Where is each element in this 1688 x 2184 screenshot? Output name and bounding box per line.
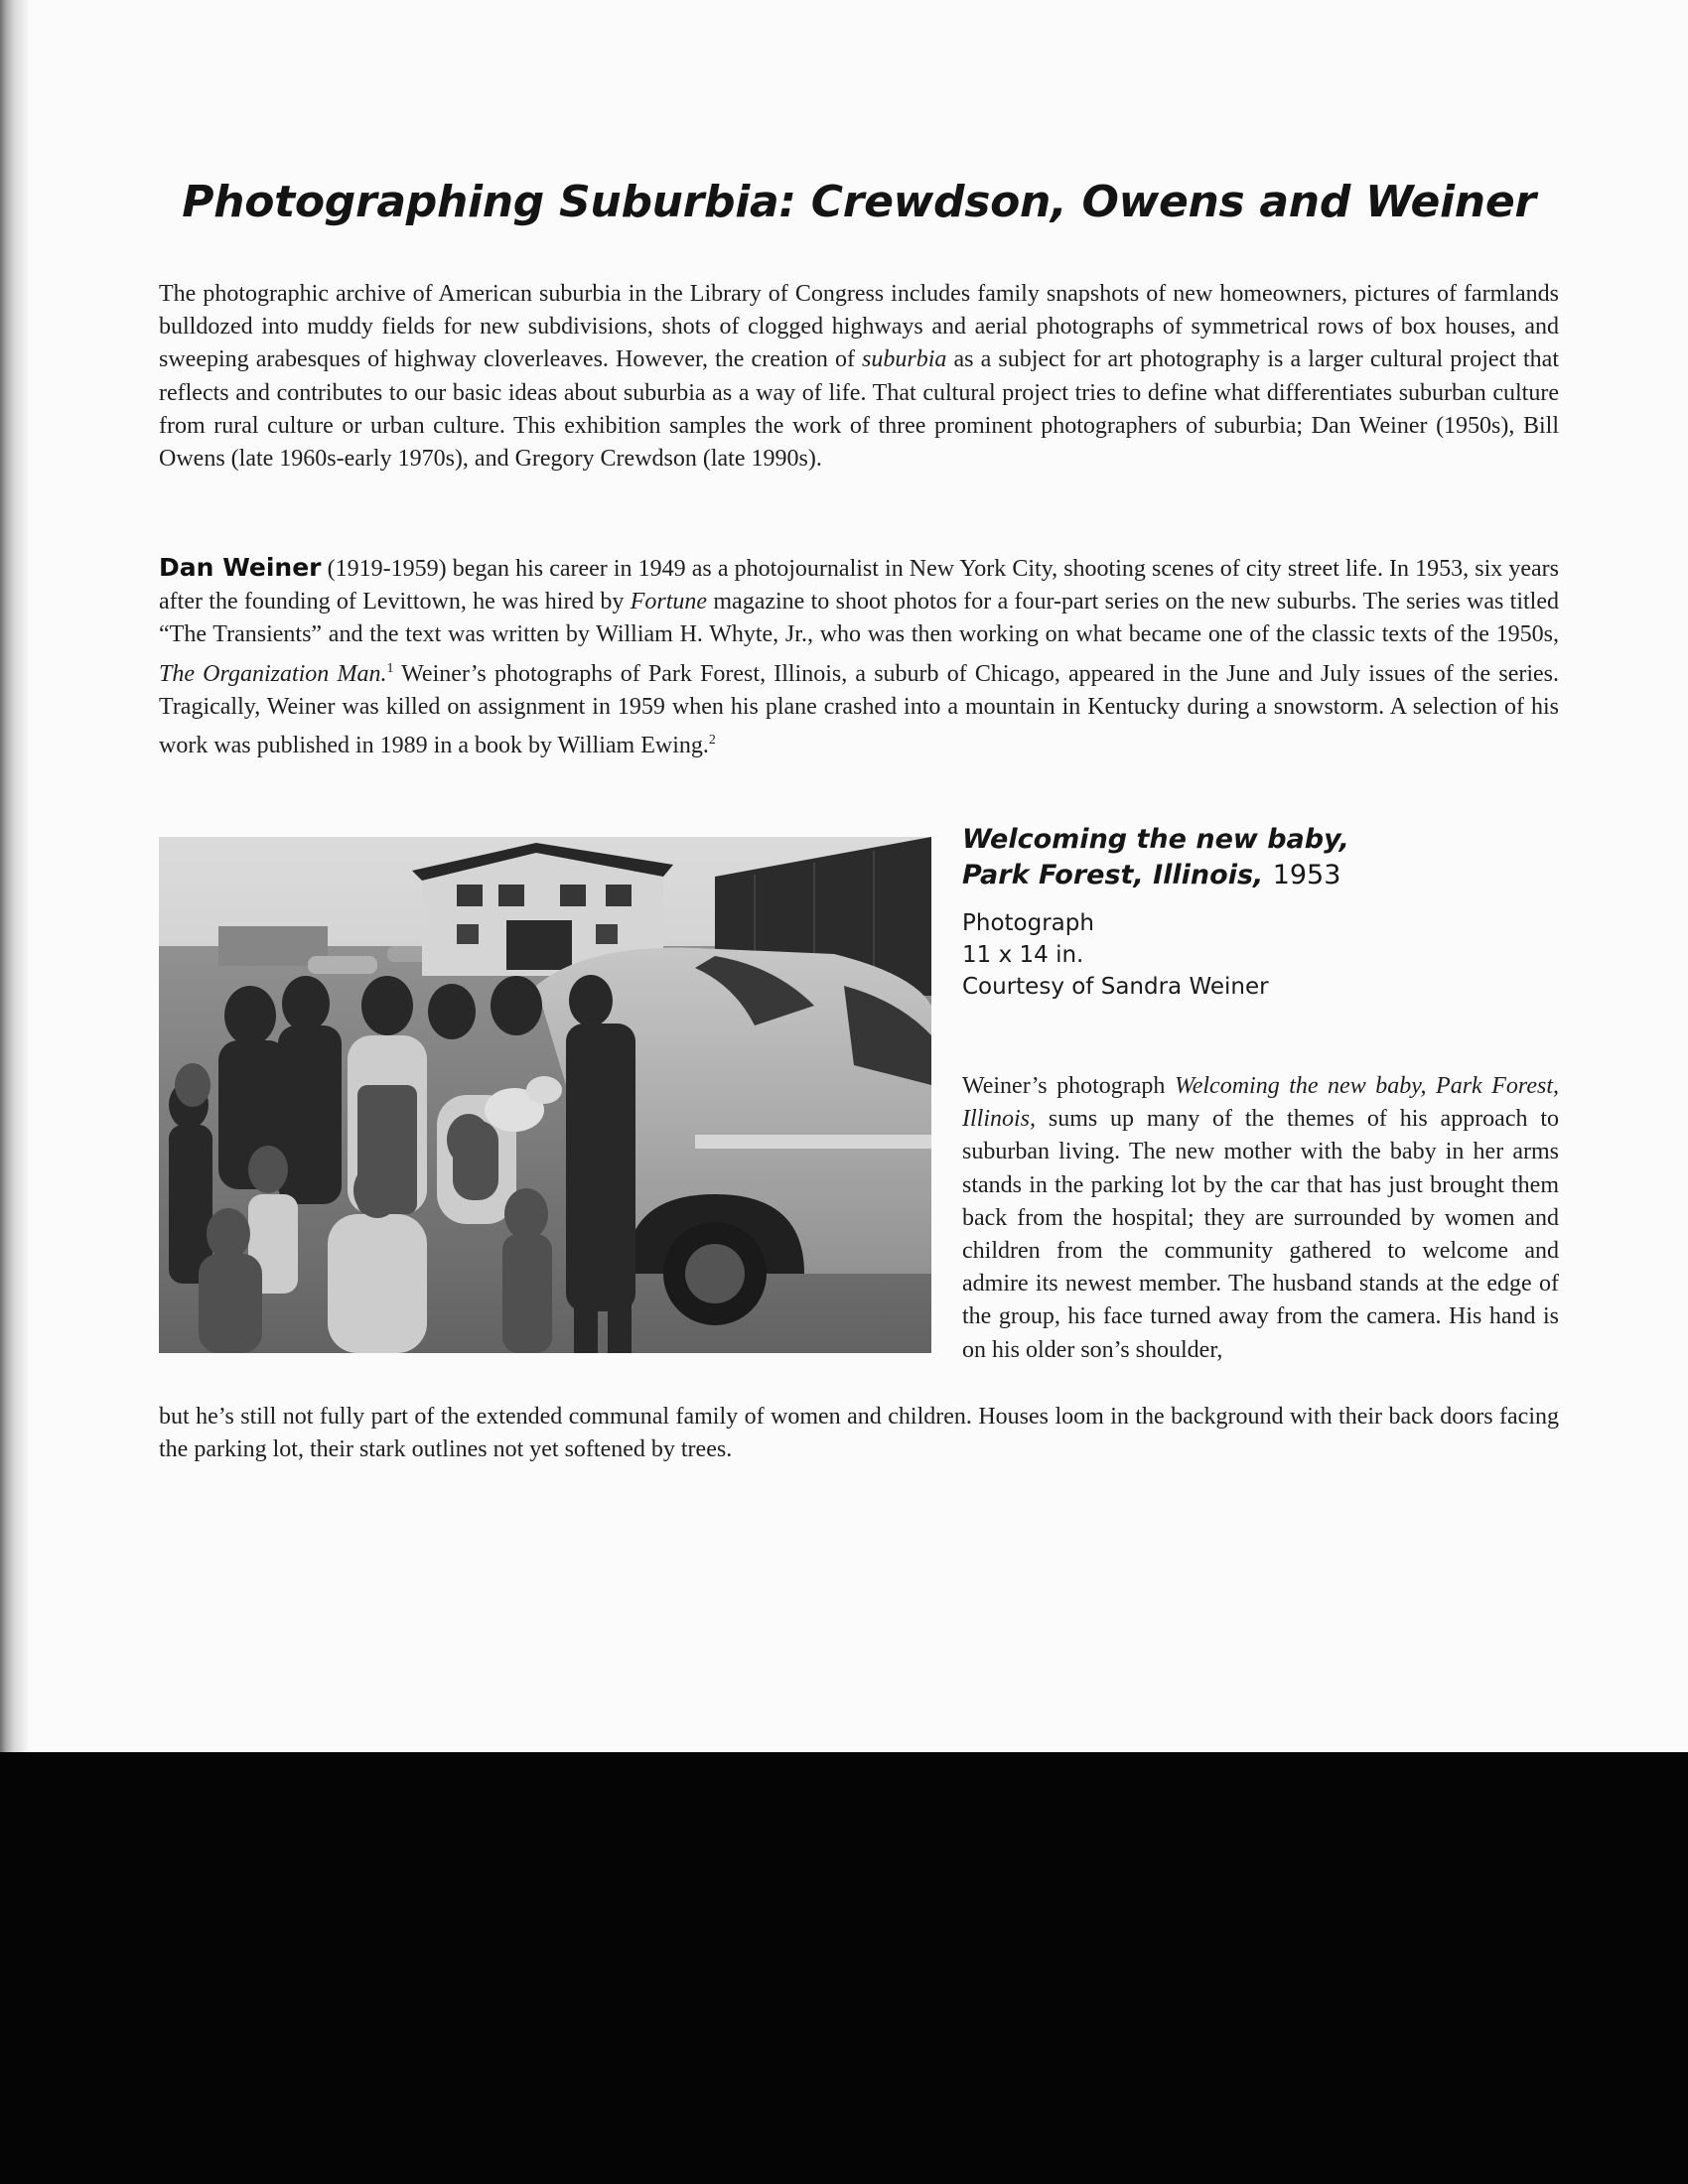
bio-paragraph bbox=[159, 551, 1559, 762]
bio-text-2: magazine to shoot photos for a four-part series on the new suburbs. The series was titled “The Transients” and the text was written by William H. Whyte, Jr., who was then working on what became one of the classic texts of the 1950s, bbox=[159, 589, 1559, 648]
discussion-paragraph-full: but he’s still not fully part of the extended communal family of women and children. Houses loom in the background with their back doors facing the parking lot, their stark outlines not yet softened by trees. bbox=[159, 1404, 1559, 1463]
caption-credit: Courtesy of Sandra Weiner bbox=[962, 974, 1269, 1000]
intro-paragraph bbox=[159, 278, 1559, 476]
caption-title-line-2: Park Forest, Illinois, bbox=[962, 860, 1264, 890]
discussion-work-title: Welcoming the new baby, Park Forest, Illinois, bbox=[962, 1073, 1559, 1133]
intro-text-1: The photographic archive of American suburbia in the Library of Congress includes family snapshots of new homeowners, pictures of farmlands bulldozed into muddy fields for new subdivisions, shots of clogged highways and aerial photographs of symmetrical rows of box houses, and sweeping arabesques of highway cloverleaves. However, the creation of bbox=[159, 281, 1559, 373]
caption-title-line-1: Welcoming the new baby, bbox=[962, 824, 1349, 855]
bio-text-1: (1919-1959) began his career in 1949 as a photojournalist in New York City, shooting scenes of city street life. In 1953, six years after the founding of Levittown, he was hired by bbox=[159, 556, 1559, 615]
photographer-name: Dan Weiner bbox=[159, 553, 322, 582]
footnote-2: 2 bbox=[708, 733, 716, 749]
footnote-1: 1 bbox=[386, 660, 394, 676]
welcoming-baby-photograph bbox=[159, 837, 931, 1353]
caption-year: 1953 bbox=[1272, 860, 1341, 890]
bio-text-3: Weiner’s photographs of Park Forest, Illinois, a suburb of Chicago, appeared in the June and July issues of the series. Tragically, Weiner was killed on assignment in 1959 when his plane crashed into a mountain in Kentucky during a snowstorm. A selection of his work was published in 1989 in a book by William Ewing. bbox=[159, 660, 1560, 759]
discussion-side-text: sums up many of the themes of his approach to suburban living. The new mother with the baby in her arms stands in the parking lot by the car that has just brought them back from the hospital; they are surrounded by women and children from the community gathered to welcome and admire its newest member. The husband stands at the edge of the group, his face turned away from the camera. His hand is on his older son’s shoulder, bbox=[962, 1106, 1559, 1363]
caption-medium: Photograph bbox=[962, 910, 1094, 936]
book-title: The Organization Man. bbox=[159, 660, 387, 687]
scanner-black-band bbox=[0, 1752, 1688, 2184]
caption-size: 11 x 14 in. bbox=[962, 942, 1084, 968]
intro-text-2: as a subject for art photography is a larger cultural project that reflects and contributes to our basic ideas about suburbia as a way of life. That cultural project tries to define what differentiates suburban culture from rural culture or urban culture. This exhibition samples the work of three prominent photographers of suburbia; Dan Weiner (1950s), Bill Owens (late 1960s-early 1970s), and Gregory Crewdson (late 1990s). bbox=[159, 346, 1559, 473]
photo-caption bbox=[962, 822, 1558, 1003]
caption-details bbox=[962, 907, 1558, 1003]
intro-italic-suburbia: suburbia bbox=[862, 346, 947, 373]
discussion-lead: Weiner’s photograph bbox=[962, 1073, 1175, 1099]
caption-title bbox=[962, 822, 1558, 893]
photo-illustration bbox=[159, 837, 931, 1353]
page-title: Photographing Suburbia: Crewdson, Owens and Weiner bbox=[182, 177, 1536, 227]
magazine-title: Fortune bbox=[630, 589, 708, 615]
scan-edge-shadow bbox=[0, 0, 30, 1752]
discussion-paragraph-side bbox=[962, 1070, 1559, 1367]
